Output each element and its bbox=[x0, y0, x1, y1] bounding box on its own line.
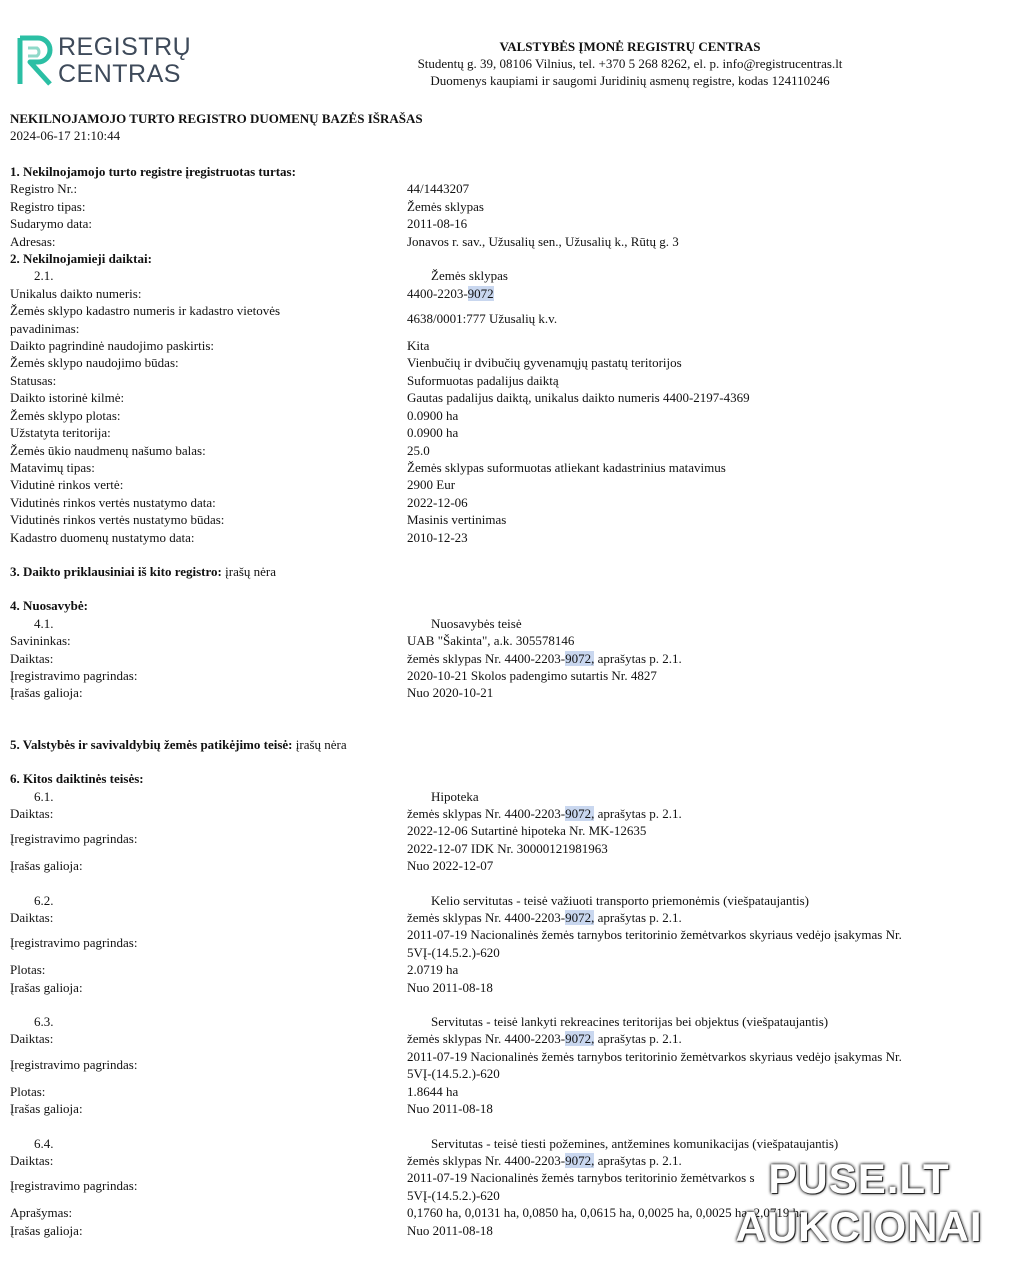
row-label: Sudarymo data: bbox=[10, 216, 92, 232]
row-label: Registro tipas: bbox=[10, 198, 86, 214]
row-label: Daikto pagrindinė naudojimo paskirtis: bbox=[10, 338, 214, 354]
s6-1-item-row bbox=[10, 788, 1000, 805]
s4-basis-row bbox=[10, 667, 1000, 684]
section-2-heading: 2. Nekilnojamieji daiktai: bbox=[10, 251, 152, 267]
row-value: 2020-10-21 Skolos padengimo sutartis Nr. 4827 bbox=[407, 667, 657, 683]
s1-row bbox=[10, 215, 1000, 232]
item-type: Nuosavybės teisė bbox=[431, 615, 522, 631]
puse-lt-watermark bbox=[714, 1156, 1004, 1252]
row-value: 4638/0001:777 Užusalių k.v. bbox=[407, 311, 558, 327]
row-label: Daiktas: bbox=[10, 806, 54, 821]
section-5-value: įrašų nėra bbox=[295, 736, 347, 752]
row-label: Kadastro duomenų nustatymo data: bbox=[10, 529, 195, 545]
org-registry: Duomenys kaupiami ir saugomi Juridinių asmenų registre, kodas 124110246 bbox=[430, 73, 830, 88]
daiktas-suffix: aprašytas p. 2.1. bbox=[594, 650, 682, 666]
s2-unique-row bbox=[10, 285, 1000, 302]
daiktas-highlight: 9072, bbox=[565, 1031, 595, 1047]
row-value: Nuo 2020-10-21 bbox=[407, 685, 494, 701]
document-title: NEKILNOJAMOJO TURTO REGISTRO DUOMENŲ BAZĖS IŠRAŠAS bbox=[10, 111, 423, 126]
row-value: 0.0900 ha bbox=[407, 407, 459, 423]
logo-mark-icon bbox=[16, 34, 56, 88]
daiktas-suffix: aprašytas p. 2.1. bbox=[594, 1152, 682, 1168]
daiktas-highlight: 9072, bbox=[565, 910, 595, 926]
unique-number-prefix: 4400-2203- bbox=[407, 285, 468, 301]
s2-row bbox=[10, 389, 1000, 406]
s1-row bbox=[10, 233, 1000, 250]
kad-label-line-2: pavadinimas: bbox=[10, 320, 80, 336]
item-number: 6.4. bbox=[34, 1135, 54, 1151]
row-label: Įregistravimo pagrindas: bbox=[10, 935, 138, 951]
row-value: Gautas padalijus daiktą, unikalus daikto numeris 4400-2197-4369 bbox=[407, 390, 750, 406]
row-value: Nuo 2011-08-18 bbox=[407, 979, 493, 995]
s6-1-daiktas-row bbox=[10, 805, 1000, 822]
row-value: Kita bbox=[407, 338, 430, 354]
s6-2-area-row bbox=[10, 961, 1000, 978]
daiktas-suffix: aprašytas p. 2.1. bbox=[594, 910, 682, 926]
s2-row bbox=[10, 407, 1000, 424]
s1-row bbox=[10, 180, 1000, 197]
s6-3-area-row bbox=[10, 1083, 1000, 1100]
row-label: Daiktas: bbox=[10, 1152, 54, 1168]
row-label: Vidutinės rinkos vertės nustatymo būdas: bbox=[10, 512, 225, 528]
row-label: Žemės sklypo naudojimo būdas: bbox=[10, 355, 179, 371]
s2-row bbox=[10, 372, 1000, 389]
watermark-line-2: AUKCIONAI bbox=[735, 1203, 983, 1250]
row-label: Vidutinės rinkos vertės nustatymo data: bbox=[10, 494, 216, 510]
daiktas-highlight: 9072, bbox=[565, 806, 595, 821]
s2-row bbox=[10, 494, 1000, 511]
row-label: Daiktas: bbox=[10, 910, 54, 926]
row-value: 0.0900 ha bbox=[407, 425, 459, 441]
daiktas-suffix: aprašytas p. 2.1. bbox=[594, 806, 682, 821]
daiktas-highlight: 9072, bbox=[565, 650, 595, 666]
row-label: Statusas: bbox=[10, 372, 57, 388]
logo-line-1: REGISTRŲ bbox=[58, 33, 192, 61]
daiktas-prefix: žemės sklypas Nr. 4400-2203- bbox=[407, 910, 566, 926]
row-value: 2010-12-23 bbox=[407, 529, 468, 545]
item-number: 6.3. bbox=[34, 1014, 54, 1030]
s2-row bbox=[10, 511, 1000, 528]
item-number: 6.1. bbox=[34, 788, 54, 804]
row-label: Įregistravimo pagrindas: bbox=[10, 667, 138, 683]
basis-line-2: 5VĮ-(14.5.2.)-620 bbox=[407, 944, 500, 960]
s2-row bbox=[10, 459, 1000, 476]
s2-row bbox=[10, 442, 1000, 459]
row-value: UAB "Šakinta", a.k. 305578146 bbox=[407, 633, 575, 649]
row-label: Įrašas galioja: bbox=[10, 685, 83, 701]
daiktas-prefix: žemės sklypas Nr. 4400-2203- bbox=[407, 1152, 566, 1168]
row-label: Įrašas galioja: bbox=[10, 1222, 83, 1238]
row-value: Nuo 2011-08-18 bbox=[407, 1101, 493, 1117]
org-address: Studentų g. 39, 08106 Vilnius, tel. +370 5 268 8262, el. p. info@registrucentras.lt bbox=[417, 56, 843, 71]
daiktas-suffix: aprašytas p. 2.1. bbox=[594, 1031, 682, 1047]
row-value: Suformuotas padalijus daiktą bbox=[407, 372, 559, 388]
row-label: Aprašymas: bbox=[10, 1205, 73, 1221]
item-type: Kelio servitutas - teisė važiuoti transporto priemonėmis (viešpataujantis) bbox=[431, 892, 809, 908]
item-type: Servitutas - teisė lankyti rekreacines teritorijas bei objektus (viešpataujantis) bbox=[431, 1014, 829, 1030]
s6-2-daiktas-row bbox=[10, 909, 1000, 926]
row-label: Įregistravimo pagrindas: bbox=[10, 831, 138, 847]
section-3-heading: 3. Daikto priklausiniai iš kito registro: bbox=[10, 563, 222, 579]
row-label: Daiktas: bbox=[10, 1031, 54, 1047]
kad-label-line-1: Žemės sklypo kadastro numeris ir kadastro vietovės bbox=[10, 303, 281, 319]
row-value: Masinis vertinimas bbox=[407, 512, 507, 528]
basis-line-2: 5VĮ-(14.5.2.)-620 bbox=[407, 1187, 500, 1203]
s6-3-item-row bbox=[10, 1013, 1000, 1030]
s6-2-item-row bbox=[10, 892, 1000, 909]
basis-line-1: 2011-07-19 Nacionalinės žemės tarnybos teritorinio žemėtvarkos s bbox=[407, 1170, 755, 1186]
basis-line-1: 2011-07-19 Nacionalinės žemės tarnybos teritorinio žemėtvarkos skyriaus vedėjo įsakymas Nr. bbox=[407, 1048, 902, 1064]
row-label: Adresas: bbox=[10, 233, 56, 249]
item-number: 6.2. bbox=[34, 892, 54, 908]
s4-daiktas-row bbox=[10, 650, 1000, 667]
daiktas-highlight: 9072, bbox=[565, 1152, 595, 1168]
row-value: 44/1443207 bbox=[407, 181, 470, 197]
document-title-block bbox=[10, 110, 423, 145]
s6-3-basis-row bbox=[10, 1048, 1000, 1083]
row-label: Vidutinė rinkos vertė: bbox=[10, 477, 124, 493]
row-value: 2011-08-16 bbox=[407, 216, 468, 232]
row-label: Užstatyta teritorija: bbox=[10, 425, 111, 441]
basis-line-2: 5VĮ-(14.5.2.)-620 bbox=[407, 1066, 500, 1082]
s4-valid-row bbox=[10, 684, 1000, 701]
daiktas-prefix: žemės sklypas Nr. 4400-2203- bbox=[407, 650, 566, 666]
s2-row bbox=[10, 354, 1000, 371]
row-value: Jonavos r. sav., Užusalių sen., Užusalių k., Rūtų g. 3 bbox=[407, 233, 679, 249]
registru-centras-logo bbox=[16, 33, 192, 90]
s1-row bbox=[10, 198, 1000, 215]
row-label: Plotas: bbox=[10, 962, 46, 978]
s2-item-row bbox=[10, 267, 1000, 284]
section-3-line bbox=[10, 563, 1000, 580]
row-value: Žemės sklypas bbox=[407, 198, 484, 214]
basis-line-1: 2022-12-06 Sutartinė hipoteka Nr. MK-12635 bbox=[407, 823, 647, 839]
watermark-line-1: PUSE.LT bbox=[768, 1155, 950, 1202]
daiktas-prefix: žemės sklypas Nr. 4400-2203- bbox=[407, 1031, 566, 1047]
s4-owner-row bbox=[10, 632, 1000, 649]
s2-kadastro-row bbox=[10, 302, 1000, 337]
row-label: Daiktas: bbox=[10, 650, 54, 666]
row-label bbox=[10, 302, 407, 337]
row-label: Daikto istorinė kilmė: bbox=[10, 390, 125, 406]
row-value: Vienbučių ir dvibučių gyvenamųjų pastatų teritorijos bbox=[407, 355, 682, 371]
s2-row bbox=[10, 337, 1000, 354]
daiktas-prefix: žemės sklypas Nr. 4400-2203- bbox=[407, 806, 566, 821]
section-5-heading: 5. Valstybės ir savivaldybių žemės patikėjimo teisė: bbox=[10, 736, 293, 752]
row-label: Įrašas galioja: bbox=[10, 979, 83, 995]
logo-line-2: CENTRAS bbox=[58, 60, 181, 88]
s2-row bbox=[10, 476, 1000, 493]
item-type: Servitutas - teisė tiesti požemines, antžemines komunikacijas (viešpataujantis) bbox=[431, 1135, 839, 1151]
section-4-heading: 4. Nuosavybė: bbox=[10, 598, 89, 614]
row-value: Nuo 2011-08-18 bbox=[407, 1222, 493, 1238]
s2-row bbox=[10, 424, 1000, 441]
row-label: Įrašas galioja: bbox=[10, 858, 83, 874]
s6-3-valid-row bbox=[10, 1100, 1000, 1117]
basis-line-2: 2022-12-07 IDK Nr. 30000121981963 bbox=[407, 840, 608, 856]
s2-row bbox=[10, 529, 1000, 546]
s6-2-basis-row bbox=[10, 926, 1000, 961]
row-label: Registro Nr.: bbox=[10, 181, 78, 197]
row-value: 1.8644 ha bbox=[407, 1083, 459, 1099]
row-label: Žemės ūkio naudmenų našumo balas: bbox=[10, 442, 206, 458]
s6-1-basis-row bbox=[10, 822, 1000, 857]
s6-3-daiktas-row bbox=[10, 1030, 1000, 1047]
row-label: Matavimų tipas: bbox=[10, 459, 95, 475]
row-value: Nuo 2022-12-07 bbox=[407, 858, 494, 874]
item-number: 4.1. bbox=[34, 615, 54, 631]
s6-1-valid-row bbox=[10, 857, 1000, 874]
document-body bbox=[10, 163, 1000, 1239]
row-label: Žemės sklypo plotas: bbox=[10, 407, 121, 423]
row-label: Įregistravimo pagrindas: bbox=[10, 1056, 138, 1072]
row-label: Unikalus daikto numeris: bbox=[10, 285, 142, 301]
row-value: 0,1760 ha, 0,0131 ha, 0,0850 ha, 0,0615 ha, 0,0025 ha, 0,0025 ha, 2,0719 ha bbox=[407, 1205, 805, 1221]
item-type: Žemės sklypas bbox=[431, 268, 508, 284]
row-label: Savininkas: bbox=[10, 633, 71, 649]
item-type: Hipoteka bbox=[431, 788, 479, 804]
basis-line-1: 2011-07-19 Nacionalinės žemės tarnybos teritorinio žemėtvarkos skyriaus vedėjo įsakymas Nr. bbox=[407, 927, 902, 943]
document-datetime: 2024-06-17 21:10:44 bbox=[10, 128, 121, 144]
row-value: 2.0719 ha bbox=[407, 962, 459, 978]
row-value: 25.0 bbox=[407, 442, 430, 458]
section-5-line bbox=[10, 736, 1000, 753]
row-value: 2022-12-06 bbox=[407, 494, 468, 510]
s6-4-item-row bbox=[10, 1135, 1000, 1152]
s6-2-valid-row bbox=[10, 979, 1000, 996]
section-6-heading: 6. Kitos daiktinės teisės: bbox=[10, 771, 144, 787]
section-1-heading: 1. Nekilnojamojo turto registre įregistruotas turtas: bbox=[10, 164, 296, 179]
row-label: Įregistravimo pagrindas: bbox=[10, 1178, 138, 1194]
s4-item-row bbox=[10, 615, 1000, 632]
unique-number-highlight: 9072 bbox=[467, 285, 494, 301]
row-value: Žemės sklypas suformuotas atliekant kadastrinius matavimus bbox=[407, 459, 726, 475]
row-label: Plotas: bbox=[10, 1083, 46, 1099]
org-header bbox=[370, 38, 890, 89]
section-3-value: įrašų nėra bbox=[225, 563, 277, 579]
item-number: 2.1. bbox=[34, 268, 54, 284]
row-value: 2900 Eur bbox=[407, 477, 456, 493]
row-label: Įrašas galioja: bbox=[10, 1101, 83, 1117]
org-name: VALSTYBĖS ĮMONĖ REGISTRŲ CENTRAS bbox=[499, 39, 761, 54]
